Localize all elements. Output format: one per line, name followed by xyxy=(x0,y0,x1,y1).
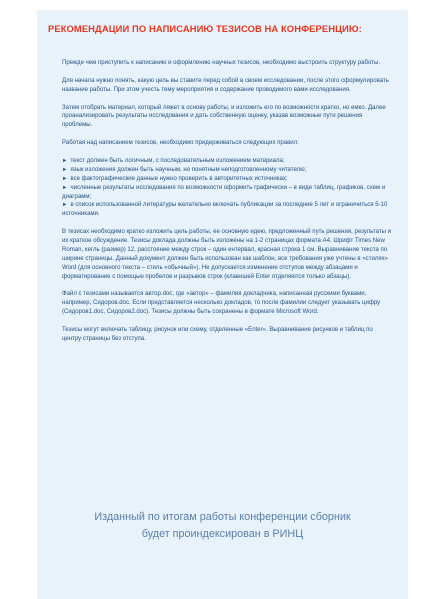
paragraph-rules-intro: Работая над написанием тезисов, необходимо придерживаться следующих правил: xyxy=(62,140,299,147)
rule-text: текст должен быть логичным, с последовательным изложением материала; xyxy=(70,157,285,164)
footer-line: Изданный по итогам работы конференции сборник xyxy=(94,511,351,523)
page-title: РЕКОМЕНДАЦИИ ПО НАПИСАНИЮ ТЕЗИСОВ НА КОНФЕРЕНЦИЮ: xyxy=(48,23,362,34)
rules-list xyxy=(62,157,392,219)
paragraph-material: Затем отобрать материал, который ляжет в основу работы, и изложить его по возможности кратко, но емко. Далее проанализировать результаты исследования и дать собственную оценку, указав возможные пути решения проблемы. xyxy=(62,104,386,129)
paragraph-goal: Для начала нужно понять, какую цель вы ставите перед собой в своем исследовании, после этого сформулировать название работы. При этом учесть тему мероприятия и содержание проводимого вами исследования. xyxy=(62,77,389,93)
document-body xyxy=(62,59,392,353)
list-item xyxy=(62,175,392,184)
triangle-bullet-icon: ► xyxy=(62,184,68,191)
rule-text: численные результаты исследования по возможности оформить графически – в виде таблиц, графиков, схем и диаграмм; xyxy=(62,184,386,200)
list-item xyxy=(62,166,392,175)
rule-text: в список использованной литературы желательно включать публикации за последние 5 лет и ограничиться 5-10 источниками. xyxy=(62,202,388,218)
triangle-bullet-icon: ► xyxy=(62,157,68,164)
list-item xyxy=(62,201,392,219)
triangle-bullet-icon: ► xyxy=(62,166,68,173)
footer-line: будет проиндексирован в РИНЦ xyxy=(141,528,304,540)
list-item xyxy=(62,184,392,202)
paragraph-format: В тезисах необходимо кратко изложить цель работы, ее основную идею, предложенный путь решения, результаты и их краткое обсуждение. Тезисы доклада должны быть изложены на 1-2 страницах формата А4. Шрифт Times New Roman, кегль (размер) 12, расстояние между строк – один интервал, красная строка 1 см. Выравнивание текста по ширине страницы. Данный документ должен быть использован как шаблон, все требования уже учтены в «стилях» Word (для основного текста – стиль «обычный»). Не допускается изменение отступов между абзацами и форматирование с помощью пробелов и разрывов строк (клавишей Enter отделяются только абзацы). xyxy=(62,229,391,280)
list-item xyxy=(62,157,392,166)
rule-text: все фактографические данные нужно проверить в авторитетных источниках; xyxy=(70,175,288,182)
triangle-bullet-icon: ► xyxy=(62,202,68,209)
paragraph-figures: Тезисы могут включать таблицу, рисунок или схему, отделенные «Enter». Выравнивание рисунков и таблиц по центру страницы без отступа. xyxy=(62,327,373,342)
triangle-bullet-icon: ► xyxy=(62,175,68,182)
rule-text: язык изложения должен быть научным, но понятным неподготовленному читателю; xyxy=(70,166,307,173)
paragraph-filename: Файл с тезисами называется автор.doc, где «автор» – фамилия докладчика, написанная русскими буквами, например, Сидоров.doc. Если представляется несколько докладов, то после фамилии следует указывать цифру (Сидоров1.doc, Сидоров2.doc). Тезисы должны быть сохранены в формате Microsoft Word. xyxy=(62,291,381,316)
paragraph-intro: Прежде чем приступить к написанию и оформлению научных тезисов, необходимо выстроить структуру работы. xyxy=(62,60,381,66)
footer-note xyxy=(37,509,408,543)
